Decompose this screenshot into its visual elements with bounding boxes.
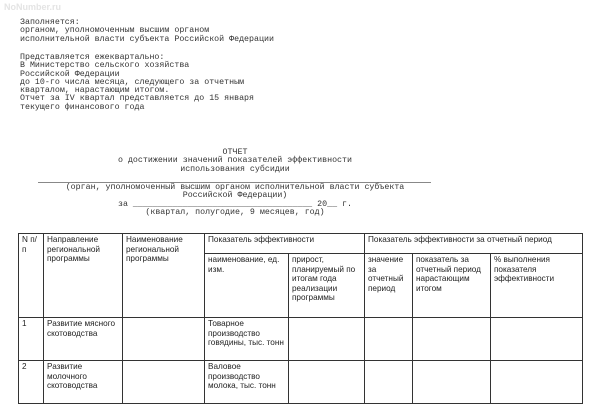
- submit-line: Российской Федерации: [20, 69, 120, 79]
- org-hint-line: (орган, уполномоченный высшим органом исполнительной власти субъекта: [65, 183, 405, 192]
- cell-cumulative[interactable]: [413, 318, 491, 361]
- period-line: за ____________________________________ 20__ г.: [117, 199, 352, 209]
- cell-value[interactable]: [365, 361, 413, 404]
- cell-program[interactable]: [123, 318, 205, 361]
- header-percent: % выполнения показателя эффективности: [491, 254, 583, 318]
- org-hint: [20, 184, 450, 217]
- submit-line: Отчет за IV квартал представляется до 15 января: [20, 94, 255, 104]
- watermark: NoNumber.ru: [4, 2, 62, 12]
- cell-growth[interactable]: [289, 318, 365, 361]
- table-header-row: [19, 234, 583, 254]
- cell-indicator: Товарное производство говядины, тыс. тонн: [205, 318, 289, 361]
- cell-indicator: Валовое производство молока, тыс. тонн: [205, 361, 289, 404]
- report-title: [20, 149, 450, 174]
- fill-by-line: исполнительной власти субъекта Российской Федерации: [20, 34, 274, 44]
- cell-direction: Развитие мясного скотоводства: [44, 318, 123, 361]
- cell-num: 2: [19, 361, 44, 404]
- cell-cumulative[interactable]: [413, 361, 491, 404]
- header-indicator-period: Показатель эффективности за отчетный период: [365, 234, 583, 254]
- header-value: значение за отчетный период: [365, 254, 413, 318]
- header-program: Наименование региональной программы: [123, 234, 205, 318]
- header-num: N п/п: [19, 234, 44, 318]
- fill-by-line: органом, уполномоченным высшим органом: [20, 26, 210, 36]
- title-line: использования субсидии: [180, 164, 290, 174]
- cell-percent[interactable]: [491, 318, 583, 361]
- cell-value[interactable]: [365, 318, 413, 361]
- submit-line: текущего финансового года: [20, 102, 145, 112]
- cell-direction: Развитие молочного скотоводства: [44, 361, 123, 404]
- indicators-table: [18, 233, 583, 404]
- cell-growth[interactable]: [289, 361, 365, 404]
- fill-label: Заполняется:: [20, 18, 80, 27]
- submit-label: Представляется ежеквартально:: [20, 53, 165, 62]
- table-row: [19, 318, 583, 361]
- submit-line: кварталом, нарастающим итогом.: [20, 86, 170, 96]
- submit-line: до 10-го числа месяца, следующего за отчетным: [20, 77, 245, 87]
- period-hint: (квартал, полугодие, 9 месяцев, год): [145, 207, 325, 217]
- header-growth: прирост, планируемый по итогам года реализации программы: [289, 254, 365, 318]
- submit-line: В Министерство сельского хозяйства: [20, 61, 190, 71]
- table-row: [19, 361, 583, 404]
- header-indicator: Показатель эффективности: [205, 234, 365, 254]
- header-name: наименование, ед. изм.: [205, 254, 289, 318]
- cell-program[interactable]: [123, 361, 205, 404]
- title-line: о достижении значений показателей эффективности: [117, 156, 352, 166]
- cell-percent[interactable]: [491, 361, 583, 404]
- header-direction: Направление региональной программы: [44, 234, 123, 318]
- submit-info: [20, 54, 254, 112]
- fill-info: [20, 19, 274, 44]
- org-hint-line: Российской Федерации): [182, 191, 288, 201]
- header-cumulative: показатель за отчетный период нарастающим итогом: [413, 254, 491, 318]
- cell-num: 1: [19, 318, 44, 361]
- title-line: ОТЧЕТ: [222, 148, 248, 157]
